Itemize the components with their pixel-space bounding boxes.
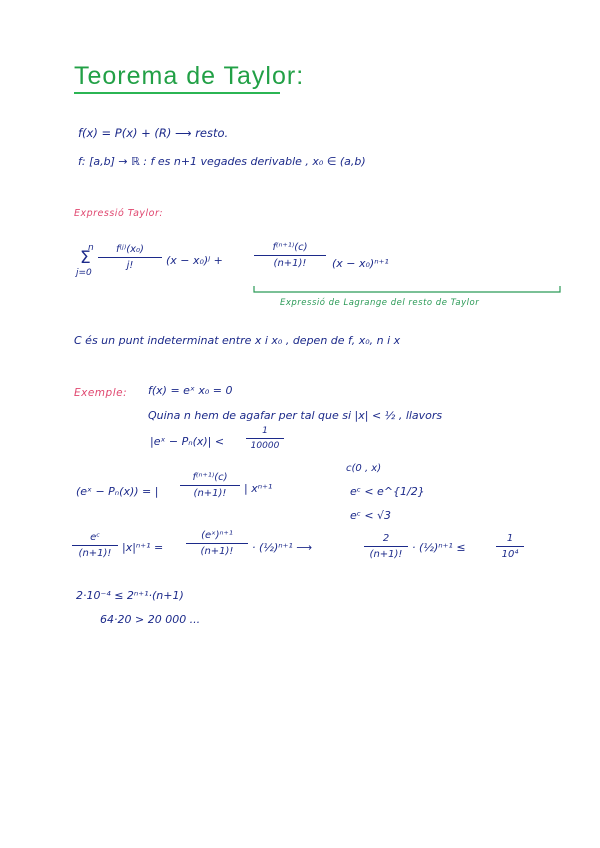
remainder-definition: f(x) = P(x) + (R) ⟶ resto. <box>78 126 229 140</box>
fraction-bar <box>180 485 240 486</box>
example-function: f(x) = eˣ x₀ = 0 <box>148 384 233 397</box>
chain-fraction-4-numerator: 1 <box>506 533 514 544</box>
c-point-note: C és un punt indeterminat entre x i x₀ , depen de f, x₀, n i x <box>74 334 401 347</box>
chain-fraction-3-denominator: (n+1)! <box>369 549 403 561</box>
exp-bound-2: eᶜ < √3 <box>350 509 392 522</box>
chain-fraction-1-denominator: (n+1)! <box>78 548 112 560</box>
fraction-bar <box>364 546 408 547</box>
fraction-bar <box>186 543 248 544</box>
title-underline <box>74 92 280 94</box>
taylor-term-tail: (x − x₀)ʲ + <box>166 254 223 267</box>
sum-upper-limit: n <box>88 243 94 253</box>
fraction-bar <box>254 255 326 256</box>
chain-term-1: |x|ⁿ⁺¹ = <box>122 541 164 554</box>
chain-fraction-4-denominator: 10⁴ <box>501 549 519 561</box>
inequality-step-2: 64·20 > 20 000 ... <box>100 613 201 626</box>
c-interval: c(0 , x) <box>346 463 382 474</box>
chain-fraction-2-numerator: (eˣ)ⁿ⁺¹ <box>201 530 233 541</box>
chain-fraction-3 <box>364 533 408 560</box>
example-question: Quina n hem de agafar per tal que si |x| < ½ , llavors <box>148 409 443 422</box>
chain-fraction-2 <box>186 530 248 557</box>
chain-fraction-1-numerator: eᶜ <box>90 532 100 543</box>
taylor-term-denominator: j! <box>126 260 134 272</box>
error-condition-fraction <box>246 426 284 451</box>
page-title: Teorema de Taylor: <box>74 62 305 90</box>
sum-symbol: Σ <box>80 248 91 268</box>
sum-lower-limit: j=0 <box>76 268 92 278</box>
function-hypothesis: f: [a,b] → ℝ : f es n+1 vegades derivable , x₀ ∈ (a,b) <box>78 155 366 168</box>
fraction-bar <box>246 438 284 439</box>
taylor-term-fraction <box>98 244 162 271</box>
chain-fraction-2-denominator: (n+1)! <box>200 546 234 558</box>
error-condition-denominator: 10000 <box>250 441 280 452</box>
remainder-denominator: (n+1)! <box>273 258 307 270</box>
error-condition-numerator: 1 <box>262 426 268 436</box>
lagrange-label: Expressió de Lagrange del resto de Taylor <box>280 298 480 308</box>
fraction-bar <box>496 546 524 547</box>
chain-fraction-3-numerator: 2 <box>382 533 390 544</box>
taylor-term-numerator: f⁽ʲ⁾(x₀) <box>116 244 144 255</box>
fraction-bar <box>98 257 162 258</box>
lagrange-bracket <box>250 284 566 296</box>
remainder-tail: (x − x₀)ⁿ⁺¹ <box>332 257 389 270</box>
example-label: Exemple: <box>74 387 128 399</box>
error-bound-tail: | xⁿ⁺¹ <box>244 482 273 495</box>
error-bound-denominator: (n+1)! <box>193 488 227 500</box>
error-bound-numerator: f⁽ⁿ⁺¹⁾(c) <box>192 472 228 483</box>
chain-tail: · (½)ⁿ⁺¹ ≤ <box>412 541 466 554</box>
taylor-expression-heading: Expressió Taylor: <box>74 208 164 219</box>
chain-fraction-4 <box>496 533 524 560</box>
fraction-bar <box>72 545 118 546</box>
inequality-step-1: 2·10⁻⁴ ≤ 2ⁿ⁺¹·(n+1) <box>76 589 184 602</box>
error-condition: |eˣ − Pₙ(x)| < <box>150 435 225 448</box>
exp-bound-1: eᶜ < e^{1/2} <box>350 485 425 498</box>
error-bound-left: (eˣ − Pₙ(x)) = | <box>76 485 159 498</box>
remainder-fraction <box>254 242 326 269</box>
error-bound-fraction <box>180 472 240 499</box>
chain-fraction-1 <box>72 532 118 559</box>
chain-middle: · (½)ⁿ⁺¹ ⟶ <box>252 541 313 554</box>
remainder-numerator: f⁽ⁿ⁺¹⁾(c) <box>272 242 308 253</box>
